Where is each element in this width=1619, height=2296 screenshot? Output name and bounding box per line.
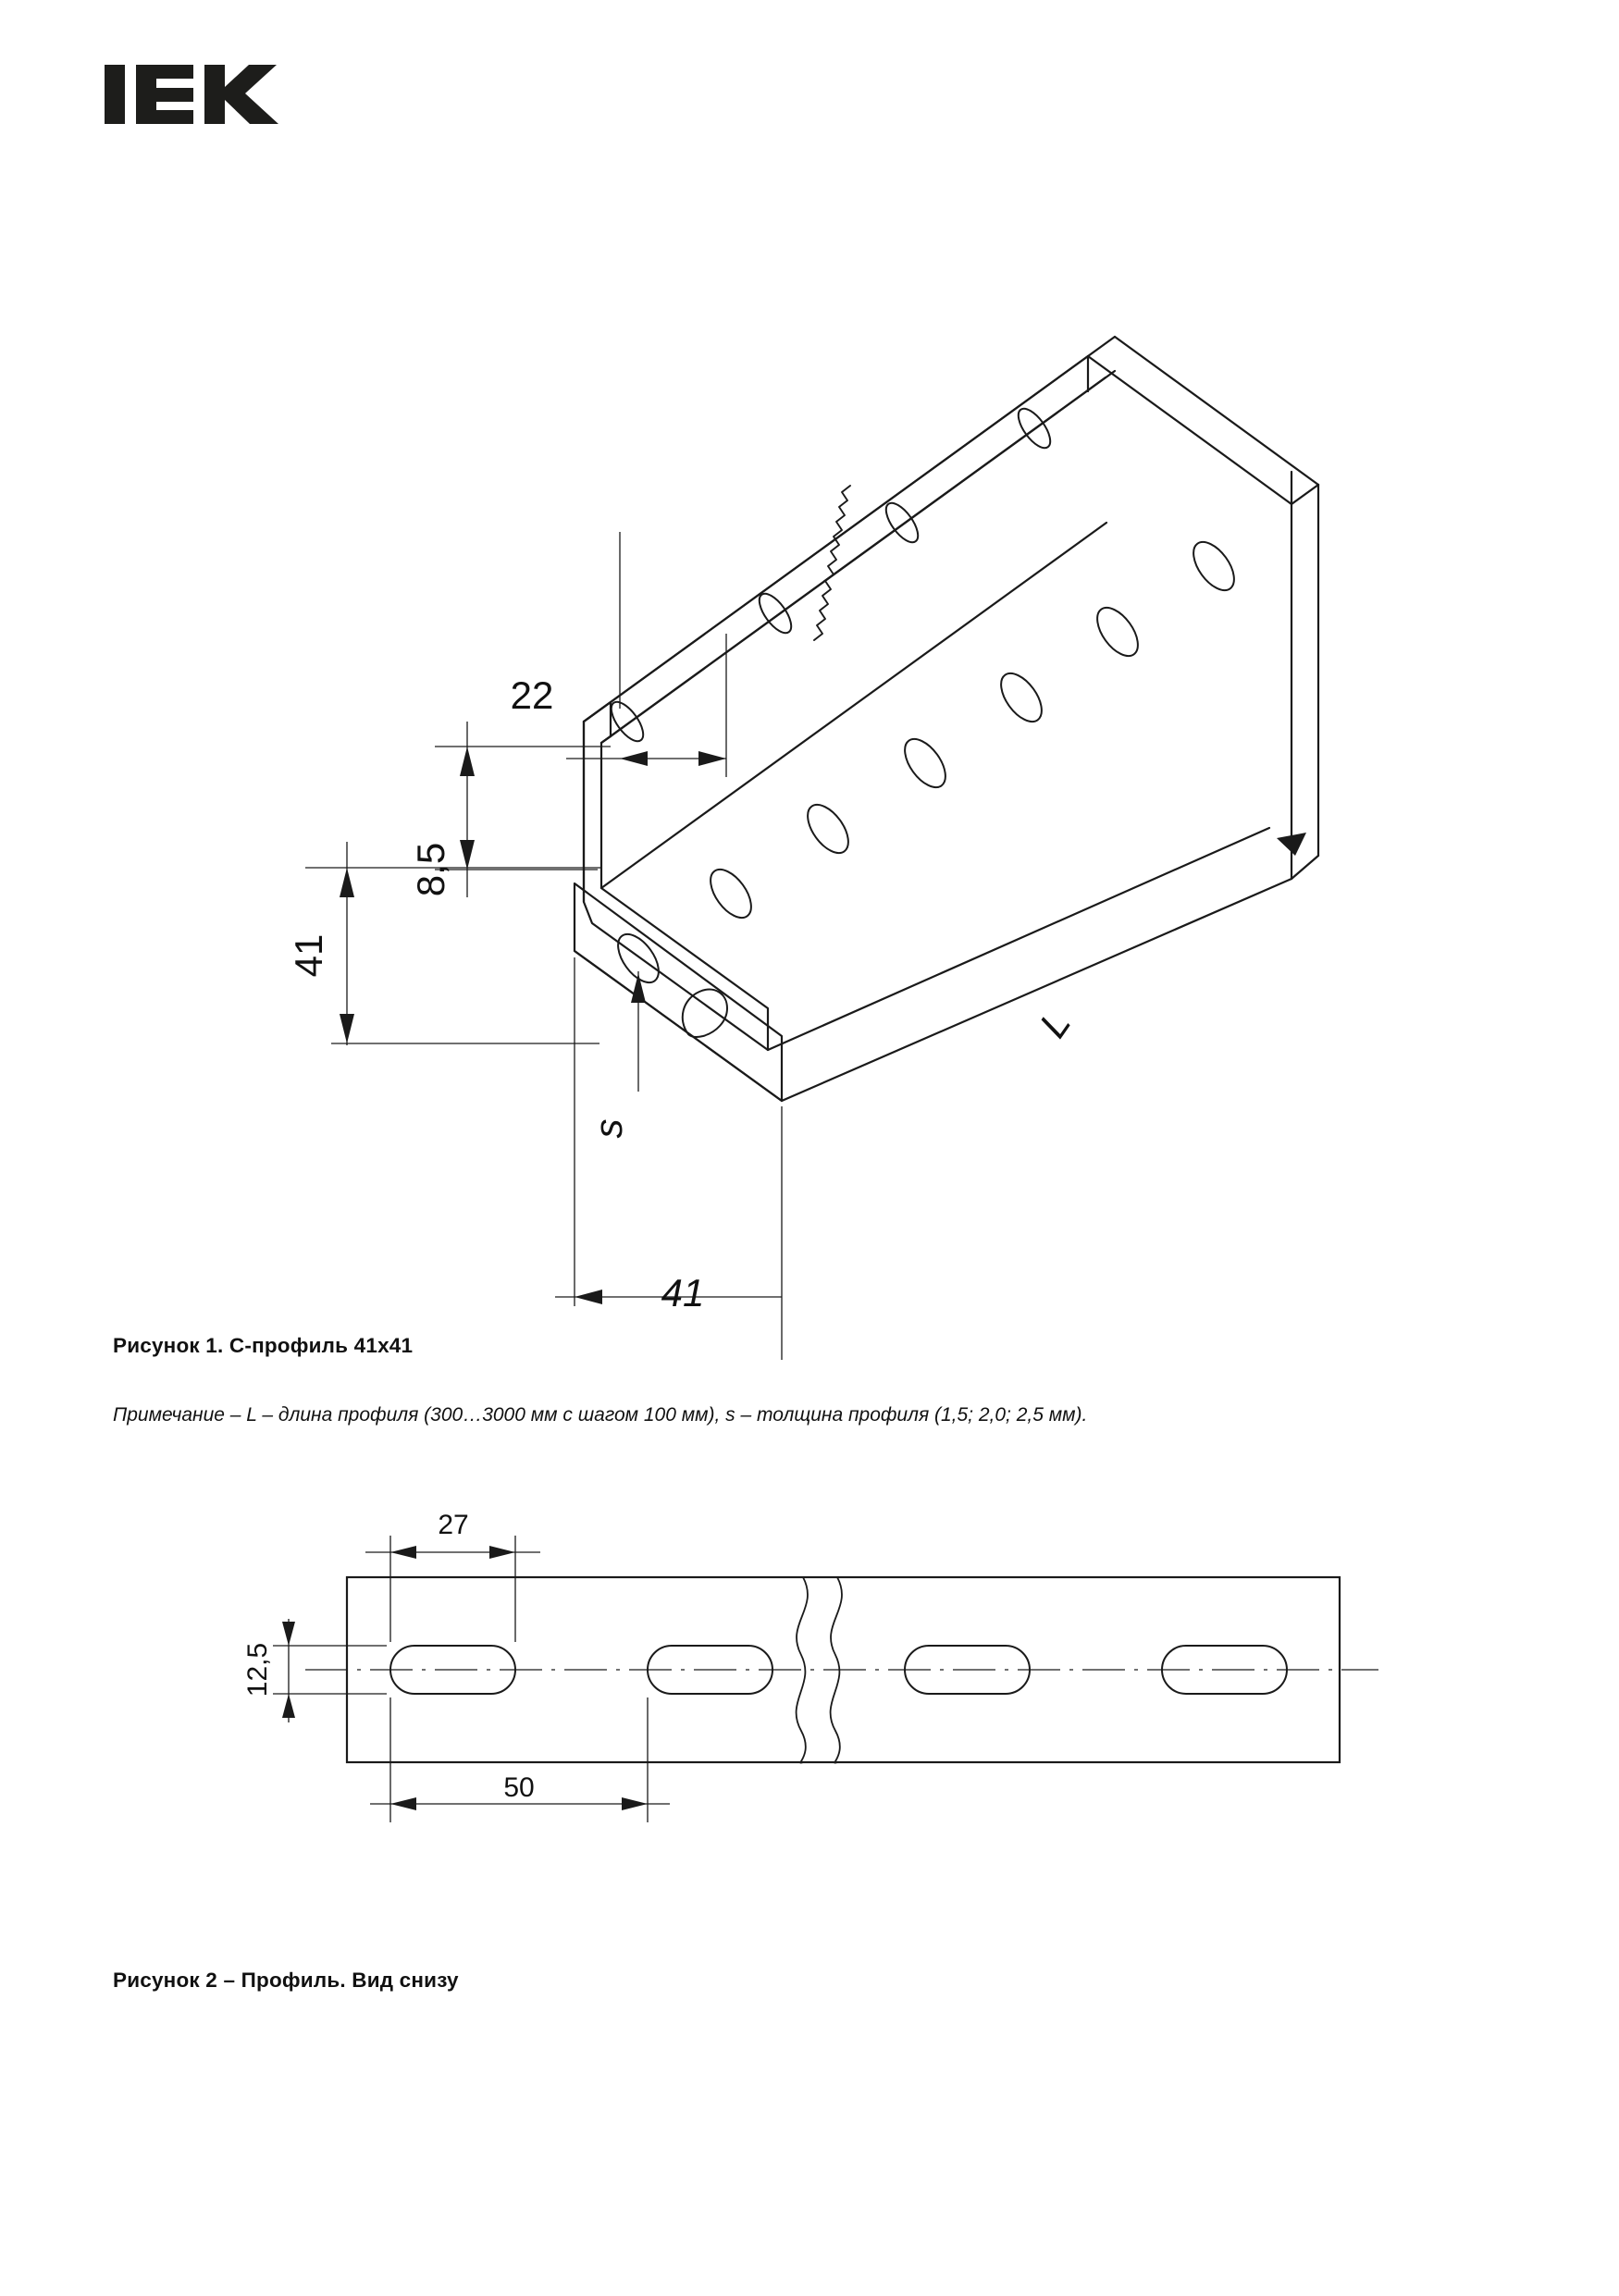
- dim-12-5: 12,5: [242, 1642, 273, 1697]
- figure-2-caption: Рисунок 2 – Профиль. Вид снизу: [113, 1969, 459, 1992]
- figure-1-note: Примечание – L – длина профиля (300…3000 мм с шагом 100 мм), s – толщина профиля (1,5; 2,0; 2,5 мм).: [113, 1404, 1088, 1426]
- dim-8-5: 8,5: [409, 842, 452, 897]
- dim-L: L: [1031, 1002, 1080, 1045]
- figure-1-caption: Рисунок 1. С-профиль 41х41: [113, 1334, 414, 1357]
- dim-27: 27: [438, 1510, 469, 1540]
- dim-22: 22: [510, 673, 554, 717]
- figure-2-bottom-view: [0, 1499, 1619, 1943]
- dim-50: 50: [503, 1772, 535, 1803]
- dim-41-width: 41: [661, 1271, 705, 1315]
- dim-41-height: 41: [287, 933, 330, 978]
- dim-s: s: [587, 1118, 630, 1139]
- iek-logo: [105, 57, 299, 141]
- figure-1-isometric-c-profile: [0, 167, 1619, 1315]
